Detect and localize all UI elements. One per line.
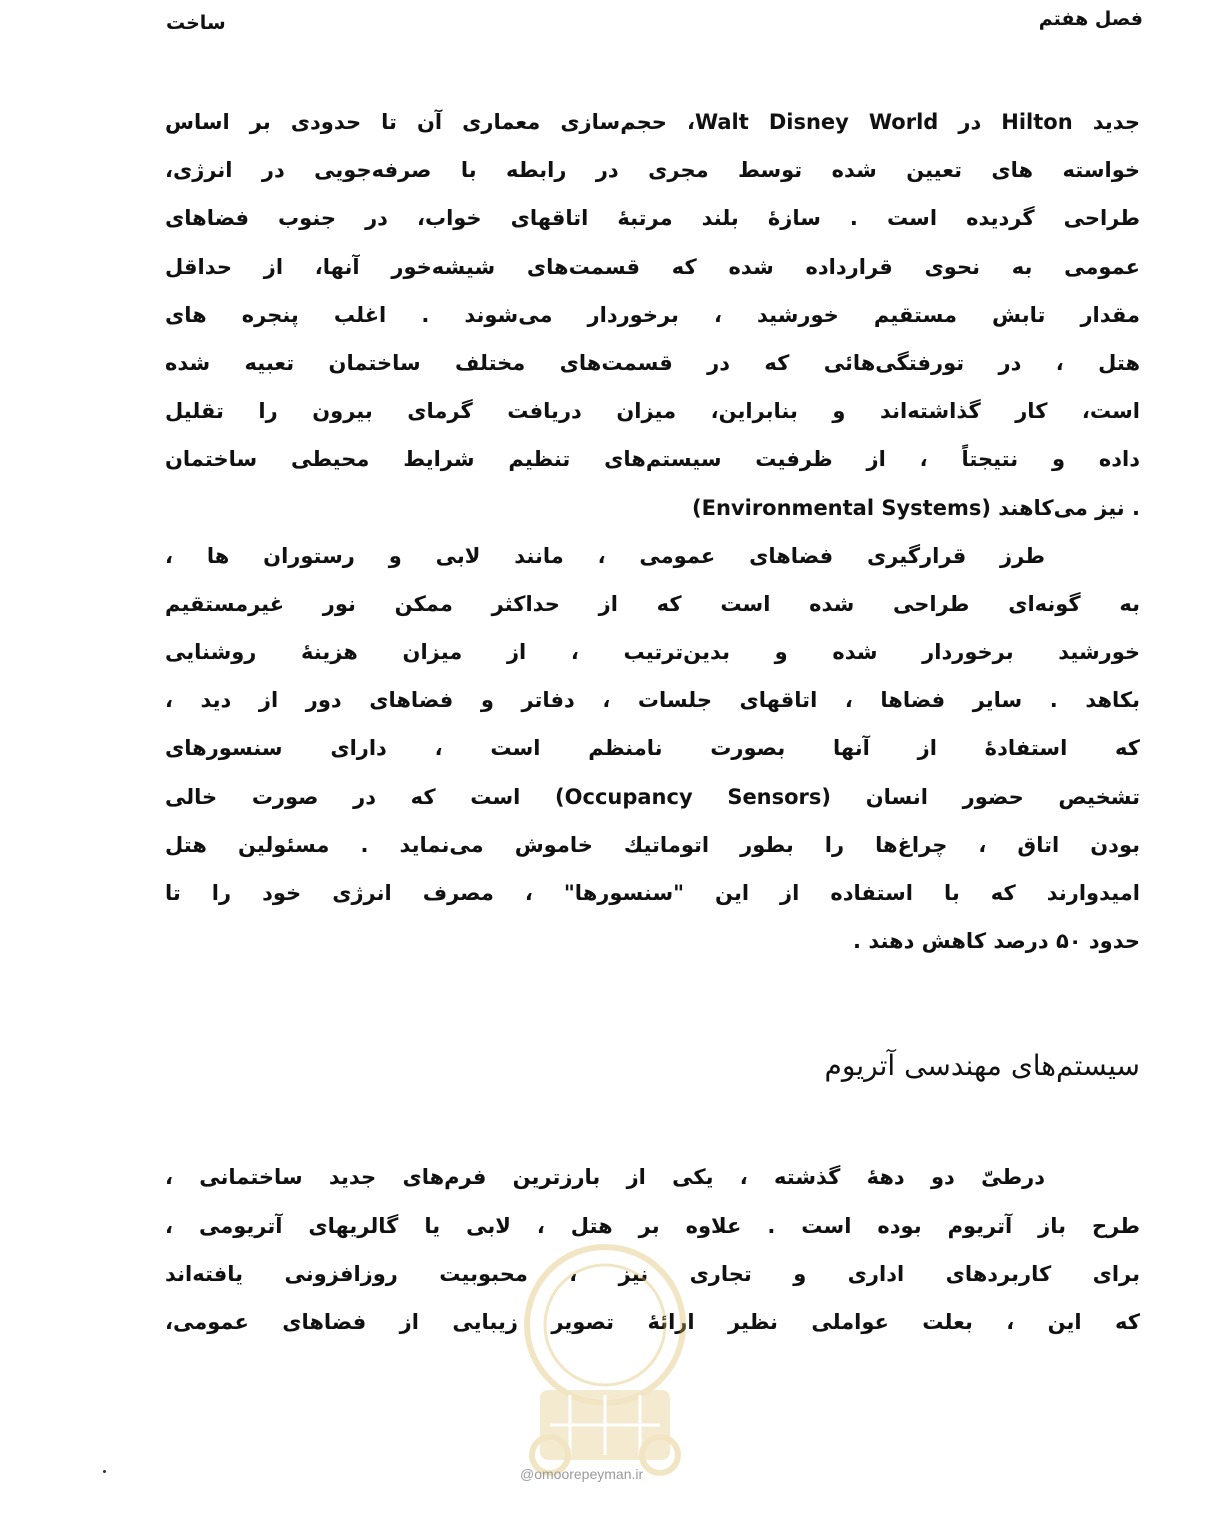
text-line: هتل ، در تورفتگی‌هائی که در قسمت‌های مختلف ساختمان تعبیه شده xyxy=(165,350,1140,375)
text-line: بکاهد . سایر فضاها ، اتاقهای جلسات ، دفاتر و فضاهای دور از دید ، xyxy=(165,688,1140,713)
text-line: امیدوارند که با استفاده از این "سنسورها" ، مصرف انرژی خود را تا xyxy=(165,881,1140,905)
watermark-url: @omoorepeyman.ir xyxy=(520,1466,644,1482)
text-line: که این ، بعلت عواملی نظیر ارائهٔ تصویر زیبایی از فضاهای عمومی، xyxy=(165,1309,1140,1334)
text-line: (Environmental Systems) نیز می‌کاهند . xyxy=(692,495,1140,520)
text-line: است، کار گذاشته‌اند و بنابراین، میزان دریافت گرمای بیرون را تقلیل xyxy=(165,399,1140,424)
watermark-logo xyxy=(510,1240,700,1490)
text-line: جدید Hilton در Walt Disney World، حجم‌سازی معماری آن تا حدودی بر اساس xyxy=(165,110,1140,134)
text-line: طرز قرارگیری فضاهای عمومی ، مانند لابی و رستوران ها ، xyxy=(165,543,1045,568)
text-line: مقدار تابش مستقیم خورشید ، برخوردار می‌شوند . اغلب پنجره های xyxy=(165,302,1140,327)
text-line: تشخیص حضور انسان (Occupancy Sensors) است که در صورت خالی xyxy=(165,784,1140,809)
text-line: طرح باز آتریوم بوده است . علاوه بر هتل ، لابی یا گالریهای آتریومی ، xyxy=(165,1213,1140,1238)
text-line: درطیّ دو دههٔ گذشته ، یکی از بارزترین فرم‌های جدید ساختمانی ، xyxy=(165,1165,1045,1190)
text-line: عمومی به نحوی قرارداده شده که قسمت‌های شیشه‌خور آنها، از حداقل xyxy=(165,254,1140,279)
text-line: خواسته های تعیین شده توسط مجری در رابطه با صرفه‌جویی در انرژی، xyxy=(165,158,1140,183)
text-line: بودن اتاق ، چراغ‌ها را بطور اتوماتیك خاموش می‌نماید . مسئولین هتل xyxy=(165,832,1140,857)
text-line: که استفادهٔ از آنها بصورت نامنظم است ، دارای سنسورهای xyxy=(165,736,1140,761)
text-line: خورشید برخوردار شده و بدین‌ترتیب ، از میزان هزینهٔ روشنایی xyxy=(165,640,1140,665)
text-line: به گونه‌ای طراحی شده است که از حداکثر ممکن نور غیرمستقیم xyxy=(165,591,1140,616)
paragraph-hilton xyxy=(165,98,1140,532)
text-line: برای کاربردهای اداری و تجاری نیز ، محبوبیت روزافزونی یافته‌اند xyxy=(165,1261,1140,1286)
page-body xyxy=(165,98,1140,1346)
chapter-title: فصل هفتم xyxy=(1038,8,1143,30)
text-line: طراحی گردیده است . سازهٔ بلند مرتبهٔ اتاقهای خواب، در جنوب فضاهای xyxy=(165,206,1140,231)
running-header xyxy=(0,0,1229,50)
section-heading: سیستم‌های مهندسی آتریوم xyxy=(824,1049,1140,1083)
text-line: داده و نتیجتاً ، از ظرفیت سیستم‌های تنظیم شرایط محیطی ساختمان xyxy=(165,447,1140,472)
paragraph-public-spaces xyxy=(165,532,1140,966)
stray-mark xyxy=(103,1470,106,1473)
section-title: ساخت xyxy=(166,12,226,34)
text-line: حدود ۵۰ درصد کاهش دهند . xyxy=(853,929,1140,954)
